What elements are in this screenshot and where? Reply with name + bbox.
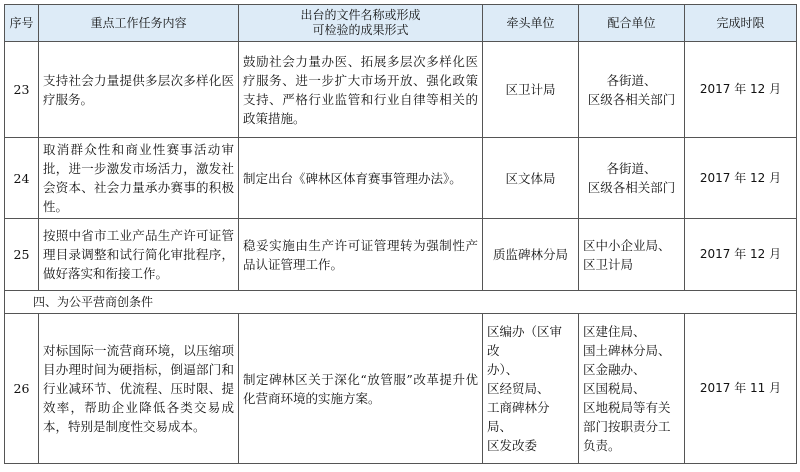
coop-line: 区建住局、 [583,324,646,339]
lead-line: 工商碑林分局、 [487,400,550,434]
header-row [5,5,797,42]
task-table [4,4,797,464]
row-seq: 25 [5,219,39,291]
row-lead: 质监碑林分局 [483,219,579,291]
row-task: 对标国际一流营商环境，以压缩项目办理时间为硬指标，倒逼部门和行业减环节、优流程、压时限、提效率，帮助企业降低各类交易成本，特别是制度性交易成本。 [39,314,239,464]
row-task: 支持社会力量提供多层次多样化医疗服务。 [39,42,239,138]
row-coop [579,138,685,219]
row-seq: 24 [5,138,39,219]
header-coop: 配合单位 [579,5,685,42]
lead-line: 区编办（区审改 [487,324,563,358]
header-result-line1: 出台的文件名称或形成 [300,8,421,22]
coop-line: 区卫计局 [583,256,634,272]
header-seq: 序号 [5,5,39,42]
lead-line: 区经贸局、 [487,381,550,396]
lead-line: 办）、 [487,362,519,377]
row-due: 2017 年 12 月 [685,138,797,219]
row-result: 稳妥实施由生产许可证管理转为强制性产品认证管理工作。 [239,219,483,291]
row-coop [579,42,685,138]
coop-line: 区中小企业局、 [583,237,671,253]
header-due: 完成时限 [685,5,797,42]
row-result: 鼓励社会力量办医、拓展多层次多样化医疗服务、进一步扩大市场开放、强化政策支持、严格行业监管和行业自律等相关的政策措施。 [239,42,483,138]
coop-line: 区级各相关部门 [587,180,676,195]
coop-line: 负责。 [583,438,621,453]
coop-line: 国土碑林分局、 [583,343,671,358]
row-lead: 区文体局 [483,138,579,219]
row-task: 取消群众性和商业性赛事活动审批，进一步激发市场活力，激发社会资本、社会力量承办赛事的积极性。 [39,138,239,219]
table-row [5,314,797,464]
coop-line: 区地税局等有关 [583,400,671,415]
row-coop [579,314,685,464]
section-row [5,291,797,314]
row-lead [483,314,579,464]
header-task: 重点工作任务内容 [39,5,239,42]
table-row [5,219,797,291]
table-row [5,138,797,219]
coop-line: 区金融办、 [583,362,646,377]
lead-line: 区发改委 [487,438,538,453]
row-result: 制定出台《碑林区体育赛事管理办法》。 [239,138,483,219]
coop-line: 区国税局、 [583,381,646,396]
row-due: 2017 年 12 月 [685,219,797,291]
row-task: 按照中省市工业产品生产许可证管理目录调整和试行简化审批程序，做好落实和衔接工作。 [39,219,239,291]
coop-line: 部门按职责分工 [583,419,671,434]
coop-line: 区级各相关部门 [587,91,676,107]
row-seq: 26 [5,314,39,464]
header-result [239,5,483,42]
header-result-line2: 可检验的成果形式 [312,23,409,37]
row-result: 制定碑林区关于深化“放管服”改革提升优化营商环境的实施方案。 [239,314,483,464]
row-coop [579,219,685,291]
row-due: 2017 年 12 月 [685,42,797,138]
row-seq: 23 [5,42,39,138]
coop-line: 各街道、 [606,161,657,176]
row-due: 2017 年 11 月 [685,314,797,464]
header-lead: 牵头单位 [483,5,579,42]
table-row [5,42,797,138]
section-title: 四、为公平营商创条件 [5,291,797,314]
coop-line: 各街道、 [606,72,657,88]
row-lead: 区卫计局 [483,42,579,138]
